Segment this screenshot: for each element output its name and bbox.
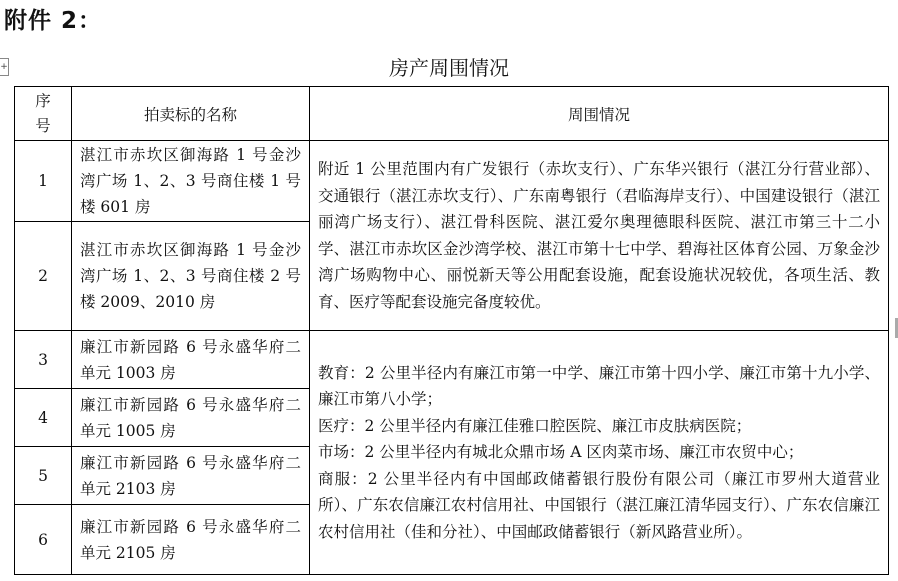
property-surroundings-table xyxy=(14,86,889,575)
row-seq: 5 xyxy=(15,447,72,505)
row-name: 廉江市新园路 6 号永盛华府二单元 2103 房 xyxy=(72,447,310,505)
surroundings-education: 教育：2 公里半径内有廉江市第一中学、廉江市第十四小学、廉江市第十九小学、廉江市第八小学； xyxy=(318,363,880,409)
surroundings-group-b xyxy=(310,331,889,575)
table-row xyxy=(15,331,889,389)
surroundings-group-a: 附近 1 公里范围内有广发银行（赤坎支行）、广东华兴银行（湛江分行营业部）、交通银行（湛江赤坎支行）、广东南粤银行（君临海岸支行）、中国建设银行（湛江丽湾广场支行）、湛江骨科医院、湛江爱尔奥理德眼科医院、湛江市第三十二小学、湛江市赤坎区金沙湾学校、湛江市第十七中学、碧海社区体育公园、万象金沙湾广场购物中心、丽悦新天等公用配套设施，配套设施状况较优，各项生活、教育、医疗等配套设施完备度较优。 xyxy=(310,141,889,331)
table-row xyxy=(15,141,889,222)
surroundings-market: 市场：2 公里半径内有城北众鼎市场 A 区肉菜市场、廉江市农贸中心； xyxy=(318,443,804,462)
surroundings-medical: 医疗：2 公里半径内有廉江佳雅口腔医院、廉江市皮肤病医院； xyxy=(318,416,752,435)
row-seq: 2 xyxy=(15,222,72,331)
surroundings-commerce: 商服：2 公里半径内有中国邮政储蓄银行股份有限公司（廉江市罗州大道营业所）、广东农信廉江农村信用社、中国银行（湛江廉江清华园支行）、广东农信廉江农村信用社（佳和分社）、中国邮政储蓄银行（新风路营业所）。 xyxy=(318,469,880,541)
attachment-title: 附件 2： xyxy=(4,8,103,34)
row-name: 廉江市新园路 6 号永盛华府二单元 2105 房 xyxy=(72,505,310,575)
row-name: 湛江市赤坎区御海路 1 号金沙湾广场 1、2、3 号商住楼 1 号楼 601 房 xyxy=(72,141,310,222)
row-seq: 3 xyxy=(15,331,72,389)
header-name: 拍卖标的名称 xyxy=(72,87,310,141)
table-title: 房产周围情况 xyxy=(389,56,509,80)
header-surroundings: 周围情况 xyxy=(310,87,889,141)
row-seq: 6 xyxy=(15,505,72,575)
row-name: 廉江市新园路 6 号永盛华府二单元 1003 房 xyxy=(72,331,310,389)
row-name: 湛江市赤坎区御海路 1 号金沙湾广场 1、2、3 号商住楼 2 号楼 2009、2010 房 xyxy=(72,222,310,331)
row-seq: 4 xyxy=(15,389,72,447)
row-seq: 1 xyxy=(15,141,72,222)
table-move-handle-icon[interactable]: + xyxy=(0,58,9,76)
header-seq: 序号 xyxy=(15,87,72,141)
row-name: 廉江市新园路 6 号永盛华府二单元 1005 房 xyxy=(72,389,310,447)
table-header-row xyxy=(15,87,889,141)
